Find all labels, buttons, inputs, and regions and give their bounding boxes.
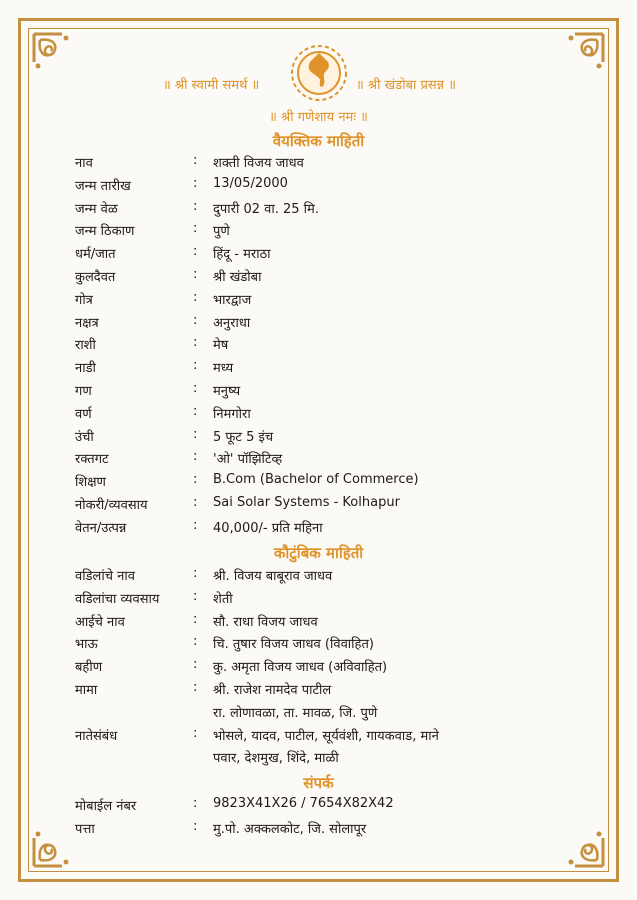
detail-label: गोत्र: [75, 292, 93, 308]
detail-value: निमगोरा: [213, 406, 251, 422]
separator-colon: :: [193, 819, 198, 834]
ornament-corner-icon: [561, 824, 605, 868]
detail-value: रा. लोणावळा, ता. मावळ, जि. पुणे: [213, 705, 378, 721]
detail-label: आईचे नाव: [75, 614, 125, 630]
separator-colon: :: [193, 267, 198, 282]
separator-colon: :: [193, 495, 198, 510]
detail-value: 5 फूट 5 इंच: [213, 429, 274, 445]
detail-label: नाव: [75, 156, 93, 171]
separator-colon: :: [193, 426, 198, 442]
detail-value: Sai Solar Systems - Kolhapur: [213, 495, 400, 510]
separator-colon: :: [193, 588, 198, 604]
detail-value: 40,000/- प्रति महिना: [213, 520, 323, 536]
separator-colon: :: [193, 403, 198, 419]
separator-colon: :: [193, 153, 198, 168]
detail-value: शक्ती विजय जाधव: [213, 156, 304, 171]
detail-label: गण: [75, 384, 92, 399]
detail-label: मामा: [75, 683, 98, 698]
detail-label: भाऊ: [75, 637, 98, 653]
detail-label: पत्ता: [75, 822, 95, 837]
detail-value: सौ. राधा विजय जाधव: [213, 614, 318, 630]
ganesha-emblem-icon: [290, 44, 348, 102]
separator-colon: :: [193, 198, 198, 214]
detail-label: वेतन/उत्पन्न: [75, 520, 127, 536]
detail-label: जन्म ठिकाण: [75, 224, 135, 240]
detail-value: कु. अमृता विजय जाधव (अविवाहित): [213, 660, 388, 676]
detail-value: शेती: [213, 591, 233, 607]
invocation-left: ॥ श्री स्वामी समर्थ ॥: [163, 78, 260, 93]
ornament-corner-icon: [32, 32, 76, 76]
invocation-right: ॥ श्री खंडोबा प्रसन्न ॥: [356, 78, 457, 93]
ornament-corner-icon: [32, 824, 76, 868]
detail-label: वर्ण: [75, 406, 92, 422]
separator-colon: :: [193, 335, 198, 351]
detail-value: हिंदू - मराठा: [213, 247, 271, 263]
separator-colon: :: [193, 244, 198, 260]
detail-label: मोबाईल नंबर: [75, 799, 137, 814]
separator-colon: :: [193, 221, 198, 237]
separator-colon: :: [193, 517, 198, 533]
detail-value: भोसले, यादव, पाटील, सूर्यवंशी, गायकवाड, माने: [213, 728, 439, 744]
contact-title: संपर्क: [303, 774, 334, 792]
detail-value: श्री. विजय बाबूराव जाधव: [213, 569, 333, 584]
detail-value: पुणे: [213, 224, 230, 240]
detail-label: जन्म वेळ: [75, 201, 118, 217]
detail-label: रक्तगट: [75, 452, 109, 468]
separator-colon: :: [193, 175, 198, 191]
family-info-title: कौटुंबिक माहिती: [273, 544, 364, 562]
ornament-corner-icon: [561, 32, 605, 76]
detail-label: नातेसंबंध: [75, 728, 118, 744]
detail-label: शिक्षण: [75, 475, 106, 491]
separator-colon: :: [193, 634, 198, 650]
detail-label: वडिलांचे नाव: [75, 569, 135, 584]
ganesh-invocation: ॥ श्री गणेशाय नमः ॥: [269, 110, 368, 125]
detail-label: राशी: [75, 338, 96, 354]
separator-colon: :: [193, 289, 198, 305]
detail-value: मेष: [213, 338, 229, 354]
separator-colon: :: [193, 611, 198, 627]
detail-value: मु.पो. अक्कलकोट, जि. सोलापूर: [213, 822, 367, 837]
separator-colon: :: [193, 566, 198, 581]
separator-colon: :: [193, 796, 198, 811]
separator-colon: :: [193, 472, 198, 488]
separator-colon: :: [193, 358, 198, 374]
detail-label: कुलदैवत: [75, 270, 116, 285]
separator-colon: :: [193, 680, 198, 695]
detail-value: मध्य: [213, 361, 234, 377]
detail-label: नोकरी/व्यवसाय: [75, 498, 148, 513]
detail-value: 13/05/2000: [213, 175, 288, 191]
detail-value: पवार, देशमुख, शिंदे, माळी: [213, 751, 339, 767]
detail-label: उंची: [75, 429, 94, 445]
detail-value: दुपारी 02 वा. 25 मि.: [213, 201, 319, 217]
detail-value: मनुष्य: [213, 384, 241, 399]
detail-label: नक्षत्र: [75, 315, 99, 331]
separator-colon: :: [193, 449, 198, 465]
detail-label: बहीण: [75, 660, 103, 676]
separator-colon: :: [193, 657, 198, 673]
personal-info-title: वैयक्तिक माहिती: [272, 132, 365, 150]
detail-label: धर्म/जात: [75, 247, 116, 263]
separator-colon: :: [193, 312, 198, 328]
detail-value: 9823X41X26 / 7654X82X42: [213, 796, 394, 811]
detail-label: नाडी: [75, 361, 96, 377]
detail-label: वडिलांचा व्यवसाय: [75, 591, 160, 607]
detail-label: जन्म तारीख: [75, 178, 131, 194]
detail-value: चि. तुषार विजय जाधव (विवाहित): [213, 637, 374, 653]
separator-colon: :: [193, 381, 198, 396]
detail-value: श्री खंडोबा: [213, 270, 262, 285]
detail-value: अनुराधा: [213, 315, 251, 331]
detail-value: B.Com (Bachelor of Commerce): [213, 472, 419, 488]
detail-value: भारद्वाज: [213, 292, 252, 308]
separator-colon: :: [193, 725, 198, 741]
detail-value: 'ओ' पॉझिटिव्ह: [213, 452, 283, 468]
detail-value: श्री. राजेश नामदेव पाटील: [213, 683, 332, 698]
